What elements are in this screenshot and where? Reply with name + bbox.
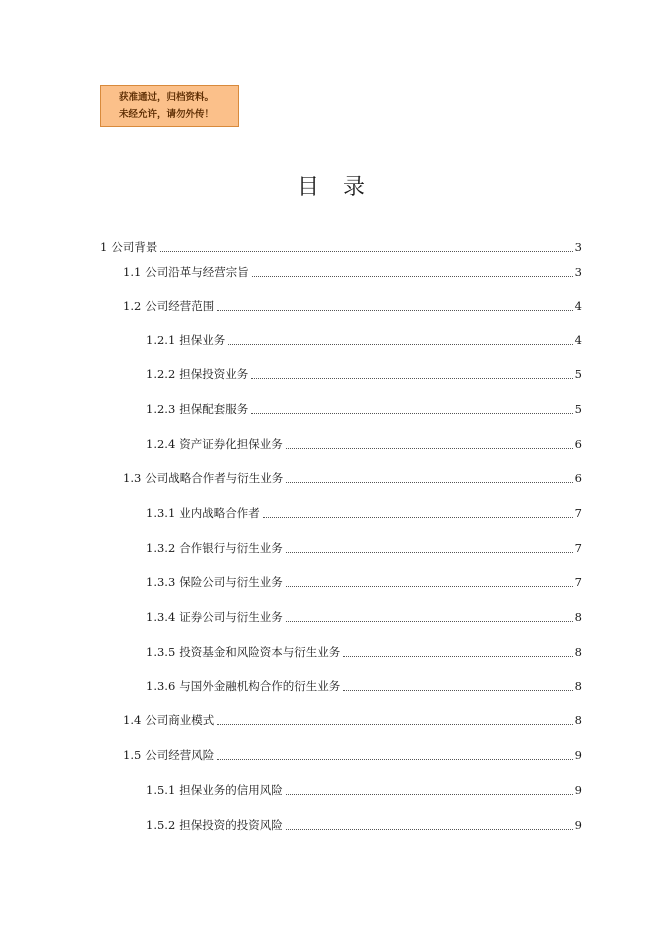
toc-entry-page-number: 8 xyxy=(574,610,582,624)
toc-entry-label: 证券公司与衍生业务 xyxy=(179,610,283,624)
toc-entry-label: 公司战略合作者与衍生业务 xyxy=(145,471,284,485)
toc-entry-number: 1.1 xyxy=(123,265,142,279)
toc-entry[interactable] xyxy=(123,299,582,313)
toc-entry[interactable] xyxy=(146,818,582,832)
toc-dot-leader xyxy=(343,689,572,691)
toc-entry-label: 保险公司与衍生业务 xyxy=(179,575,283,589)
toc-entry[interactable] xyxy=(146,333,582,347)
toc-entry-number: 1.5 xyxy=(123,748,142,762)
toc-dot-leader xyxy=(286,620,573,622)
toc-entry-label: 公司经营风险 xyxy=(145,748,215,762)
toc-dot-leader xyxy=(286,828,573,830)
toc-entry-page-number: 6 xyxy=(574,471,582,485)
toc-entry-number: 1.3.6 xyxy=(146,679,176,693)
toc-dot-leader xyxy=(286,585,573,587)
toc-entry-page-number: 7 xyxy=(574,506,582,520)
toc-dot-leader xyxy=(286,793,573,795)
toc-dot-leader xyxy=(251,412,572,414)
toc-entry-number: 1.3.2 xyxy=(146,541,176,555)
toc-dot-leader xyxy=(286,481,572,483)
toc-entry[interactable] xyxy=(146,506,582,520)
toc-entry[interactable] xyxy=(146,541,582,555)
toc-entry[interactable] xyxy=(100,240,582,254)
notice-line-1: 获准通过，归档资料。 xyxy=(119,92,215,103)
toc-entry-label: 合作银行与衍生业务 xyxy=(179,541,283,555)
toc-entry[interactable] xyxy=(123,748,582,762)
toc-entry-label: 公司沿革与经营宗旨 xyxy=(145,265,249,279)
toc-dot-leader xyxy=(160,250,572,252)
toc-entry-label: 担保投资的投资风险 xyxy=(179,818,283,832)
toc-entry-label: 业内战略合作者 xyxy=(179,506,260,520)
toc-entry-page-number: 7 xyxy=(574,541,582,555)
toc-entry-label: 公司商业模式 xyxy=(145,713,215,727)
toc-entry[interactable] xyxy=(146,402,582,416)
toc-entry-number: 1.5.2 xyxy=(146,818,176,832)
toc-entry-page-number: 7 xyxy=(574,575,582,589)
toc-entry-label: 公司背景 xyxy=(111,240,158,254)
toc-entry-number: 1.4 xyxy=(123,713,142,727)
toc-entry-number: 1.3 xyxy=(123,471,142,485)
toc-entry[interactable] xyxy=(146,575,582,589)
toc-dot-leader xyxy=(217,309,572,311)
toc-dot-leader xyxy=(252,275,573,277)
toc-entry-page-number: 9 xyxy=(574,818,582,832)
toc-dot-leader xyxy=(286,551,573,553)
toc-entry[interactable] xyxy=(146,645,582,659)
toc-entry-number: 1.2.4 xyxy=(146,437,176,451)
toc-dot-leader xyxy=(286,447,573,449)
toc-entry[interactable] xyxy=(146,610,582,624)
page-title: 目录 xyxy=(296,175,389,200)
toc-entry-label: 与国外金融机构合作的衍生业务 xyxy=(179,679,341,693)
toc-entry-page-number: 8 xyxy=(574,679,582,693)
toc-entry-number: 1.3.5 xyxy=(146,645,176,659)
toc-entry-number: 1.5.1 xyxy=(146,783,176,797)
toc-entry-label: 担保业务的信用风险 xyxy=(179,783,283,797)
toc-entry-label: 担保业务 xyxy=(179,333,226,347)
toc-entry-label: 投资基金和风险资本与衍生业务 xyxy=(179,645,341,659)
toc-entry-label: 担保配套服务 xyxy=(179,402,249,416)
toc-entry[interactable] xyxy=(123,265,582,279)
toc-entry-label: 公司经营范围 xyxy=(145,299,215,313)
toc-entry[interactable] xyxy=(146,679,582,693)
toc-entry-number: 1.2.1 xyxy=(146,333,176,347)
toc-entry-number: 1 xyxy=(100,240,108,254)
toc-entry-page-number: 5 xyxy=(574,367,582,381)
toc-entry[interactable] xyxy=(123,713,582,727)
toc-entry-page-number: 3 xyxy=(574,240,582,254)
toc-entry-number: 1.3.1 xyxy=(146,506,176,520)
toc-entry-page-number: 4 xyxy=(574,333,582,347)
toc-dot-leader xyxy=(263,516,573,518)
toc-entry[interactable] xyxy=(123,471,582,485)
toc-dot-leader xyxy=(251,377,572,379)
toc-entry-page-number: 9 xyxy=(574,748,582,762)
toc-entry-page-number: 8 xyxy=(574,645,582,659)
toc-entry-page-number: 8 xyxy=(574,713,582,727)
toc-entry-label: 担保投资业务 xyxy=(179,367,249,381)
toc-entry-page-number: 5 xyxy=(574,402,582,416)
toc-entry-page-number: 4 xyxy=(574,299,582,313)
toc-dot-leader xyxy=(228,343,572,345)
approval-notice-stamp xyxy=(100,85,239,127)
toc-entry-page-number: 6 xyxy=(574,437,582,451)
toc-entry[interactable] xyxy=(146,783,582,797)
toc-dot-leader xyxy=(217,758,572,760)
toc-entry[interactable] xyxy=(146,367,582,381)
toc-entry-number: 1.2.2 xyxy=(146,367,176,381)
toc-entry[interactable] xyxy=(146,437,582,451)
toc-entry-page-number: 9 xyxy=(574,783,582,797)
toc-entry-number: 1.3.4 xyxy=(146,610,176,624)
toc-entry-page-number: 3 xyxy=(574,265,582,279)
toc-dot-leader xyxy=(217,723,572,725)
toc-entry-number: 1.2 xyxy=(123,299,142,313)
toc-entry-number: 1.2.3 xyxy=(146,402,176,416)
toc-dot-leader xyxy=(343,655,572,657)
notice-line-2: 未经允许，请勿外传！ xyxy=(119,109,215,120)
toc-entry-number: 1.3.3 xyxy=(146,575,176,589)
toc-entry-label: 资产证券化担保业务 xyxy=(179,437,283,451)
